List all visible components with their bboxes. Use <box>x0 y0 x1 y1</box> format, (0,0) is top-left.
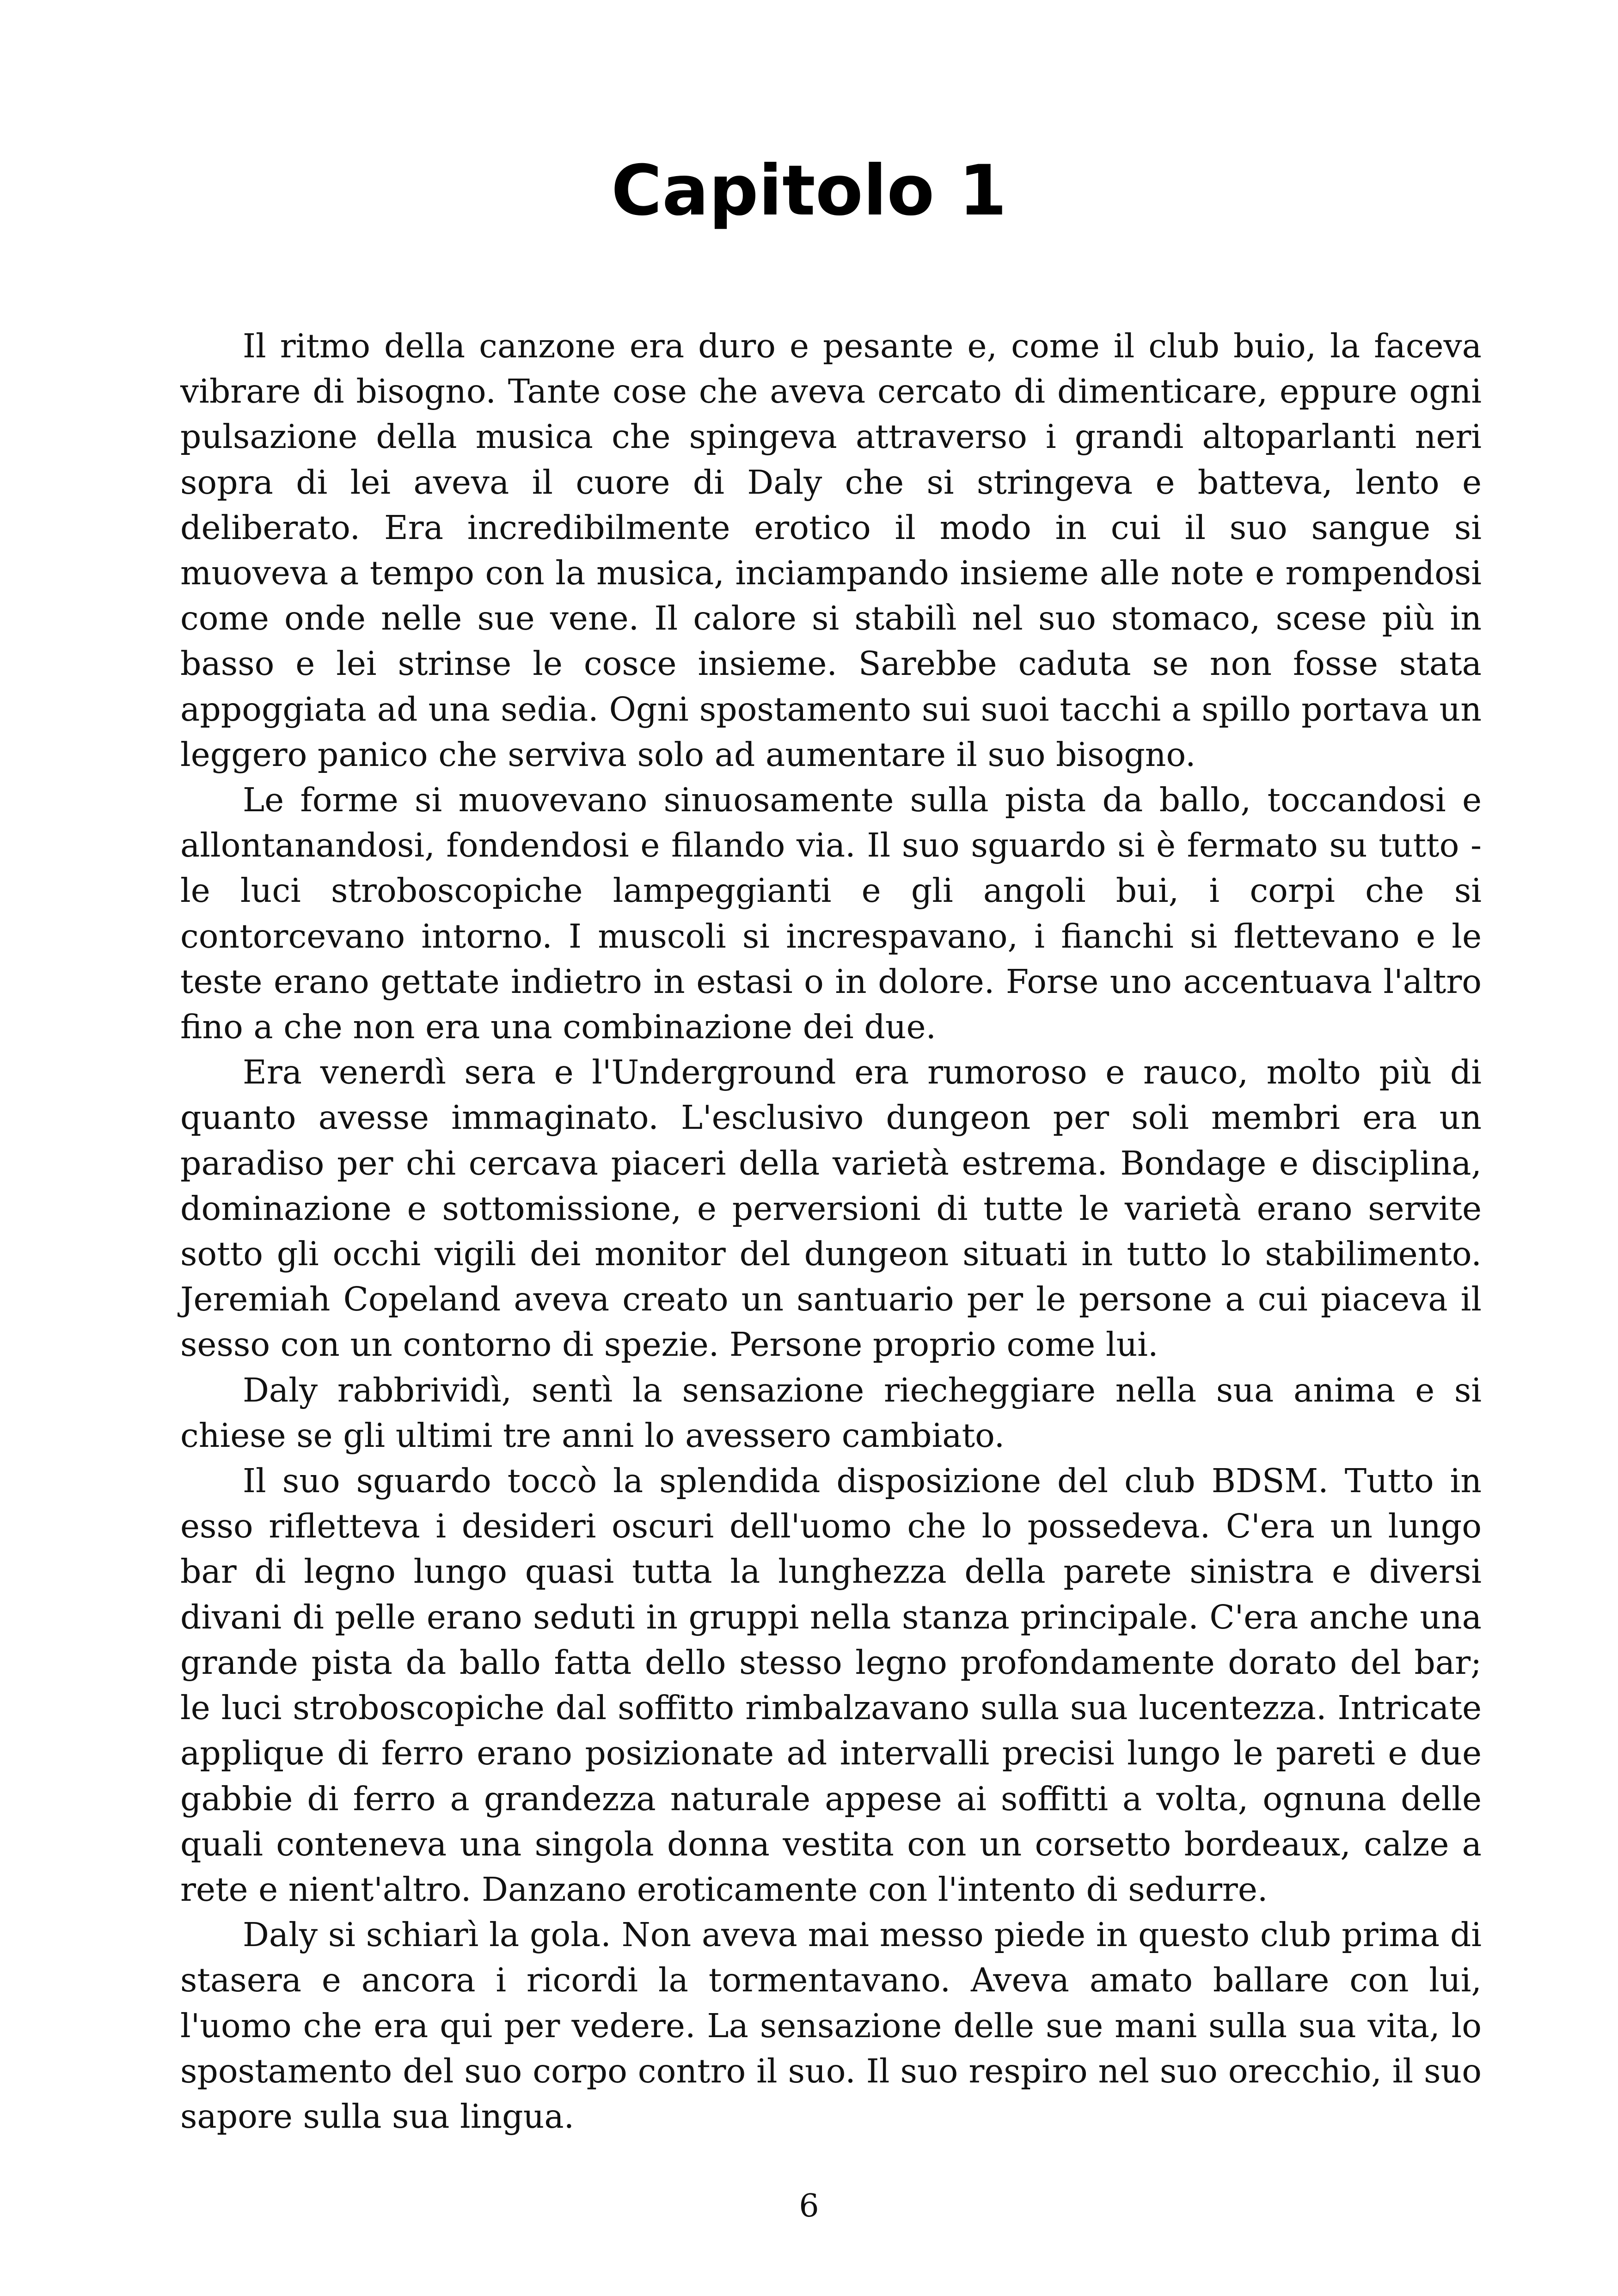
page-number: 6 <box>799 2188 819 2224</box>
paragraph: Era venerdì sera e l'Underground era rumoroso e rauco, molto più di quanto avesse immaginato. L'esclusivo dungeon per soli membri era un paradiso per chi cercava piaceri della varietà estrema. Bondage e disciplina, dominazione e sottomissione, e perversioni di tutte le varietà erano servite sotto gli occhi vigili dei monitor del dungeon situati in tutto lo stabilimento. Jeremiah Copeland aveva creato un santuario per le persone a cui piaceva il sesso con un contorno di spezie. Persone proprio come lui. <box>180 1053 1482 1364</box>
chapter-title: Capitolo 1 <box>611 151 1007 231</box>
paragraph: Il suo sguardo toccò la splendida disposizione del club BDSM. Tutto in esso rifletteva i desideri oscuri dell'uomo che lo possedeva. C'era un lungo bar di legno lungo quasi tutta la lunghezza della parete sinistra e diversi divani di pelle erano seduti in gruppi nella stanza principale. C'era anche una grande pista da ballo fatta dello stesso legno profondamente dorato del bar; le luci stroboscopiche dal soffitto rimbalzavano sulla sua lucentezza. Intricate applique di ferro erano posizionate ad intervalli precisi lungo le pareti e due gabbie di ferro a grandezza naturale appese ai soffitti a volta, ognuna delle quali conteneva una singola donna vestita con un corsetto bordeaux, calze a rete e nient'altro. Danzano eroticamente con l'intento di sedurre. <box>180 1462 1482 1909</box>
paragraph: Il ritmo della canzone era duro e pesante e, come il club buio, la faceva vibrare di bisogno. Tante cose che aveva cercato di dimenticare, eppure ogni pulsazione della musica che spingeva attraverso i grandi altoparlanti neri sopra di lei aveva il cuore di Daly che si stringeva e batteva, lento e deliberato. Era incredibilmente erotico il modo in cui il suo sangue si muoveva a tempo con la musica, inciampando insieme alle note e rompendosi come onde nelle sue vene. Il calore si stabilì nel suo stomaco, scese più in basso e lei strinse le cosce insieme. Sarebbe caduta se non fosse stata appoggiata ad una sedia. Ogni spostamento sui suoi tacchi a spillo portava un leggero panico che serviva solo ad aumentare il suo bisogno. <box>180 327 1482 774</box>
paragraph: Le forme si muovevano sinuosamente sulla pista da ballo, toccandosi e allontanandosi, fondendosi e filando via. Il suo sguardo si è fermato su tutto - le luci stroboscopiche lampeggianti e gli angoli bui, i corpi che si contorcevano intorno. I muscoli si increspavano, i fianchi si flettevano e le teste erano gettate indietro in estasi o in dolore. Forse uno accentuava l'altro fino a che non era una combinazione dei due. <box>180 781 1482 1047</box>
paragraph: Daly si schiarì la gola. Non aveva mai messo piede in questo club prima di stasera e ancora i ricordi la tormentavano. Aveva amato ballare con lui, l'uomo che era qui per vedere. La sensazione delle sue mani sulla sua vita, lo spostamento del suo corpo contro il suo. Il suo respiro nel suo orecchio, il suo sapore sulla sua lingua. <box>180 1916 1482 2136</box>
paragraph: Daly rabbrividì, sentì la sensazione riecheggiare nella sua anima e si chiese se gli ultimi tre anni lo avessero cambiato. <box>180 1371 1482 1455</box>
chapter-body <box>180 324 1482 2139</box>
